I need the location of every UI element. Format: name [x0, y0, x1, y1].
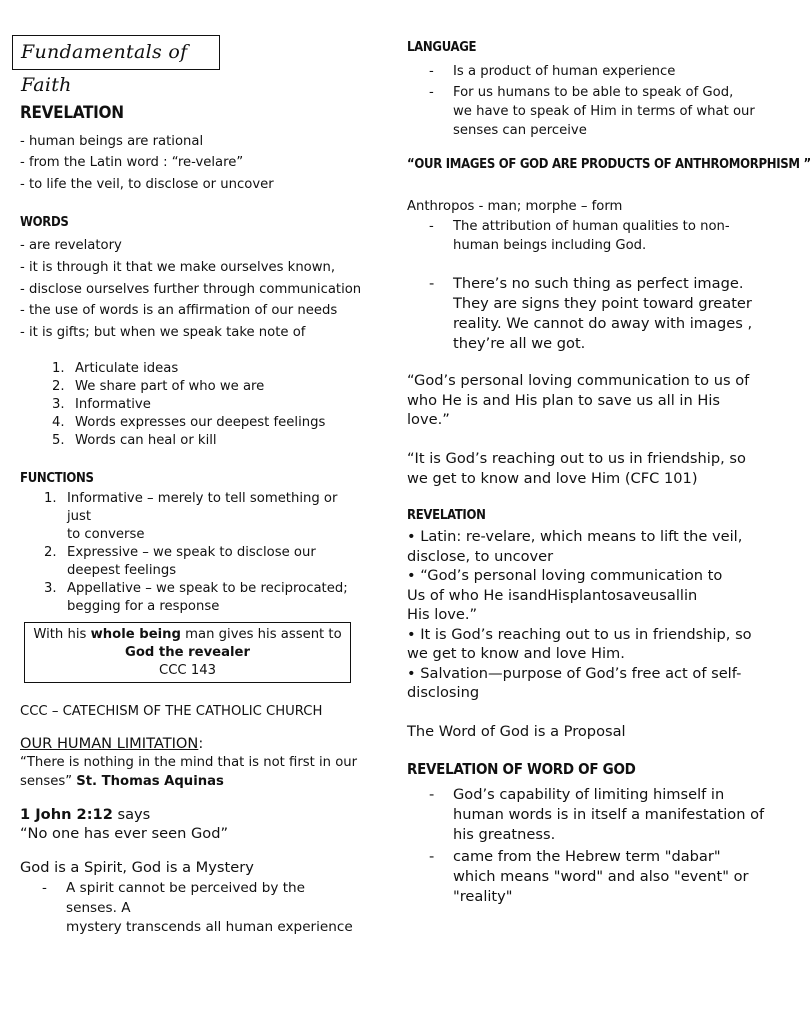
word-of-god-heading: REVELATION OF WORD OF GOD [407, 760, 636, 778]
box-line-3: CCC 143 [159, 663, 216, 678]
words-line: - it is gifts; but when we speak take note of [20, 325, 306, 340]
list-item: 2. Expressive – we speak to disclose our deepest feelings [44, 545, 316, 578]
list-item: - Is a product of human experience [429, 64, 676, 79]
list-item: 3. Informative [52, 397, 151, 412]
perfect-image-item: - There’s no such thing as perfect image. They are signs they point toward greater reality. We cannot do away with images , they’re all we got. [429, 275, 753, 352]
quote-box [24, 622, 351, 683]
revelation-heading-right: REVELATION [407, 508, 486, 523]
list-item: 2. We share part of who we are [52, 379, 265, 394]
list-item: 5. Words can heal or kill [52, 433, 217, 448]
images-heading: “OUR IMAGES OF GOD ARE PRODUCTS OF ANTHROMORPHISM ” [407, 157, 811, 172]
words-list [52, 360, 352, 450]
spirit-line: God is a Spirit, God is a Mystery [20, 859, 254, 876]
list-item: 1. Articulate ideas [52, 361, 179, 376]
revelation-bullets: • Latin: re-velare, which means to lift the veil, disclose, to uncover • “God’s personal loving communication to Us of who He isandHisplantosaveusallin His love.” • It is God’s reaching out to us in friendship, so we get to know and love Him. • Salvation—purpose of God’s free act of self- disclosing [407, 528, 752, 701]
spirit-dash-item: - A spirit cannot be perceived by the senses. A mystery transcends all human experience [42, 880, 353, 935]
box-line-2: God the revealer [125, 645, 250, 660]
list-item: 1. Informative – merely to tell something or just to converse [44, 491, 338, 542]
aquinas-quote: “There is nothing in the mind that is not first in our [20, 755, 358, 770]
language-list [407, 62, 757, 140]
list-item: - For us humans to be able to speak of God, we have to speak of Him in terms of what our senses can perceive [429, 85, 755, 138]
words-line: - the use of words is an affirmation of our needs [20, 303, 338, 318]
box-line-1: With his whole being man gives his assent to [33, 627, 342, 642]
revelation-line: - to life the veil, to disclose or uncover [20, 177, 274, 192]
attribution-item: - The attribution of human qualities to non- human beings including God. [429, 219, 730, 253]
list-item: 3. Appellative – we speak to be reciprocated; begging for a response [44, 581, 348, 614]
john-quote: “No one has ever seen God” [20, 825, 229, 842]
language-heading: LANGUAGE [407, 40, 477, 55]
words-heading: WORDS [20, 215, 69, 230]
quote-communication: “God’s personal loving communication to us of who He is and His plan to save us all in His love.” [407, 372, 750, 428]
words-line: - it is through it that we make ourselves known, [20, 260, 336, 275]
list-item: - God’s capability of limiting himself in human words is in itself a manifestation of his greatness. [429, 786, 765, 843]
anthropos-line: Anthropos - man; morphe – form [407, 199, 623, 214]
words-line: - disclose ourselves further through communication [20, 282, 362, 297]
page-title: Fundamentals of Faith [12, 35, 220, 70]
aquinas-quote: senses” St. Thomas Aquinas [20, 774, 224, 789]
functions-heading: FUNCTIONS [20, 471, 94, 486]
list-item: 4. Words expresses our deepest feelings [52, 415, 326, 430]
quote-friendship: “It is God’s reaching out to us in friendship, so we get to know and love Him (CFC 101) [407, 450, 746, 487]
john-reference: 1 John 2:12 says [20, 806, 151, 823]
revelation-heading: REVELATION [20, 103, 124, 123]
functions-list [44, 490, 364, 616]
words-line: - are revelatory [20, 238, 122, 253]
ccc-definition: CCC – CATECHISM OF THE CATHOLIC CHURCH [20, 704, 323, 719]
limitation-heading: OUR HUMAN LIMITATION: [20, 735, 204, 752]
list-item: - came from the Hebrew term "dabar" which means "word" and also "event" or "reality" [429, 848, 749, 905]
word-of-god-list [407, 785, 767, 907]
revelation-line: - from the Latin word : “re-velare” [20, 155, 244, 170]
revelation-line: - human beings are rational [20, 134, 204, 149]
word-proposal: The Word of God is a Proposal [407, 723, 626, 740]
